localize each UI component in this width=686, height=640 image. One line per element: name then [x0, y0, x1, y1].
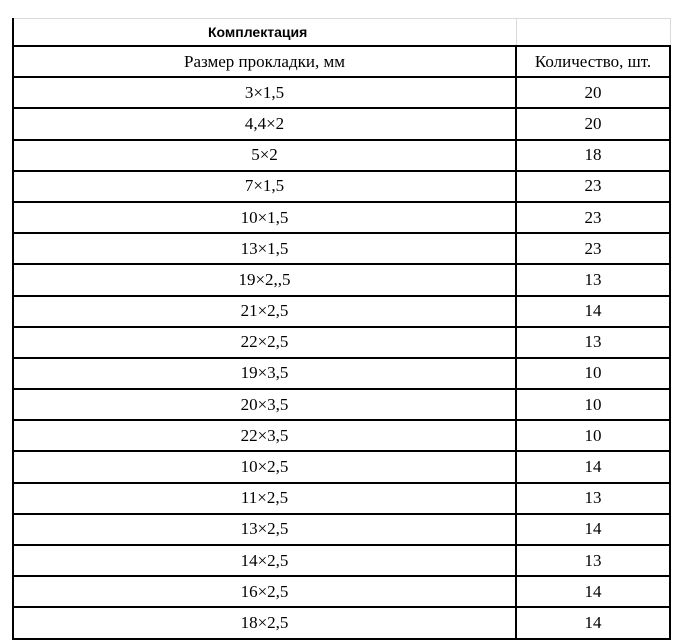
- cell-quantity: 23: [516, 202, 670, 233]
- table-row: [13, 233, 670, 264]
- cell-quantity: 20: [516, 108, 670, 139]
- cell-size: 4,4×2: [13, 108, 516, 139]
- table-row: [13, 296, 670, 327]
- table-row: [13, 140, 670, 171]
- cell-size: 3×1,5: [13, 77, 516, 108]
- cell-quantity: 18: [516, 140, 670, 171]
- table-row: [13, 389, 670, 420]
- empty-cell: [516, 19, 670, 47]
- cell-quantity: 10: [516, 358, 670, 389]
- kit-contents-table: [12, 18, 671, 640]
- cell-size: 7×1,5: [13, 171, 516, 202]
- cell-quantity: 14: [516, 451, 670, 482]
- table-row: [13, 264, 670, 295]
- table-row: [13, 108, 670, 139]
- cell-size: 22×2,5: [13, 327, 516, 358]
- cell-size: 21×2,5: [13, 296, 516, 327]
- cell-size: 5×2: [13, 140, 516, 171]
- table-row: [13, 514, 670, 545]
- cell-size: 10×1,5: [13, 202, 516, 233]
- cell-size: 13×2,5: [13, 514, 516, 545]
- cell-quantity: 20: [516, 77, 670, 108]
- cell-quantity: 13: [516, 327, 670, 358]
- table-row: [13, 451, 670, 482]
- cell-size: 19×2,,5: [13, 264, 516, 295]
- table-title-row: [13, 19, 670, 47]
- table-row: [13, 545, 670, 576]
- cell-quantity: 23: [516, 171, 670, 202]
- table-row: [13, 77, 670, 108]
- cell-quantity: 14: [516, 514, 670, 545]
- column-header-size: Размер прокладки, мм: [13, 46, 516, 77]
- cell-size: 13×1,5: [13, 233, 516, 264]
- column-header-quantity: Количество, шт.: [516, 46, 670, 77]
- cell-size: 14×2,5: [13, 545, 516, 576]
- cell-quantity: 23: [516, 233, 670, 264]
- cell-size: 10×2,5: [13, 451, 516, 482]
- table-row: [13, 607, 670, 638]
- cell-quantity: 14: [516, 607, 670, 638]
- table-row: [13, 202, 670, 233]
- cell-size: 11×2,5: [13, 483, 516, 514]
- cell-quantity: 14: [516, 576, 670, 607]
- spreadsheet-sheet: [12, 18, 669, 640]
- table-row: [13, 420, 670, 451]
- cell-size: 18×2,5: [13, 607, 516, 638]
- cell-quantity: 14: [516, 296, 670, 327]
- table-title: Комплектация: [13, 19, 516, 47]
- cell-size: 20×3,5: [13, 389, 516, 420]
- cell-quantity: 10: [516, 389, 670, 420]
- cell-quantity: 13: [516, 545, 670, 576]
- cell-size: 16×2,5: [13, 576, 516, 607]
- table-row: [13, 171, 670, 202]
- table-row: [13, 483, 670, 514]
- cell-size: 19×3,5: [13, 358, 516, 389]
- table-row: [13, 576, 670, 607]
- cell-quantity: 13: [516, 483, 670, 514]
- table-row: [13, 358, 670, 389]
- table-row: [13, 327, 670, 358]
- cell-quantity: 10: [516, 420, 670, 451]
- table-header-row: [13, 46, 670, 77]
- cell-size: 22×3,5: [13, 420, 516, 451]
- cell-quantity: 13: [516, 264, 670, 295]
